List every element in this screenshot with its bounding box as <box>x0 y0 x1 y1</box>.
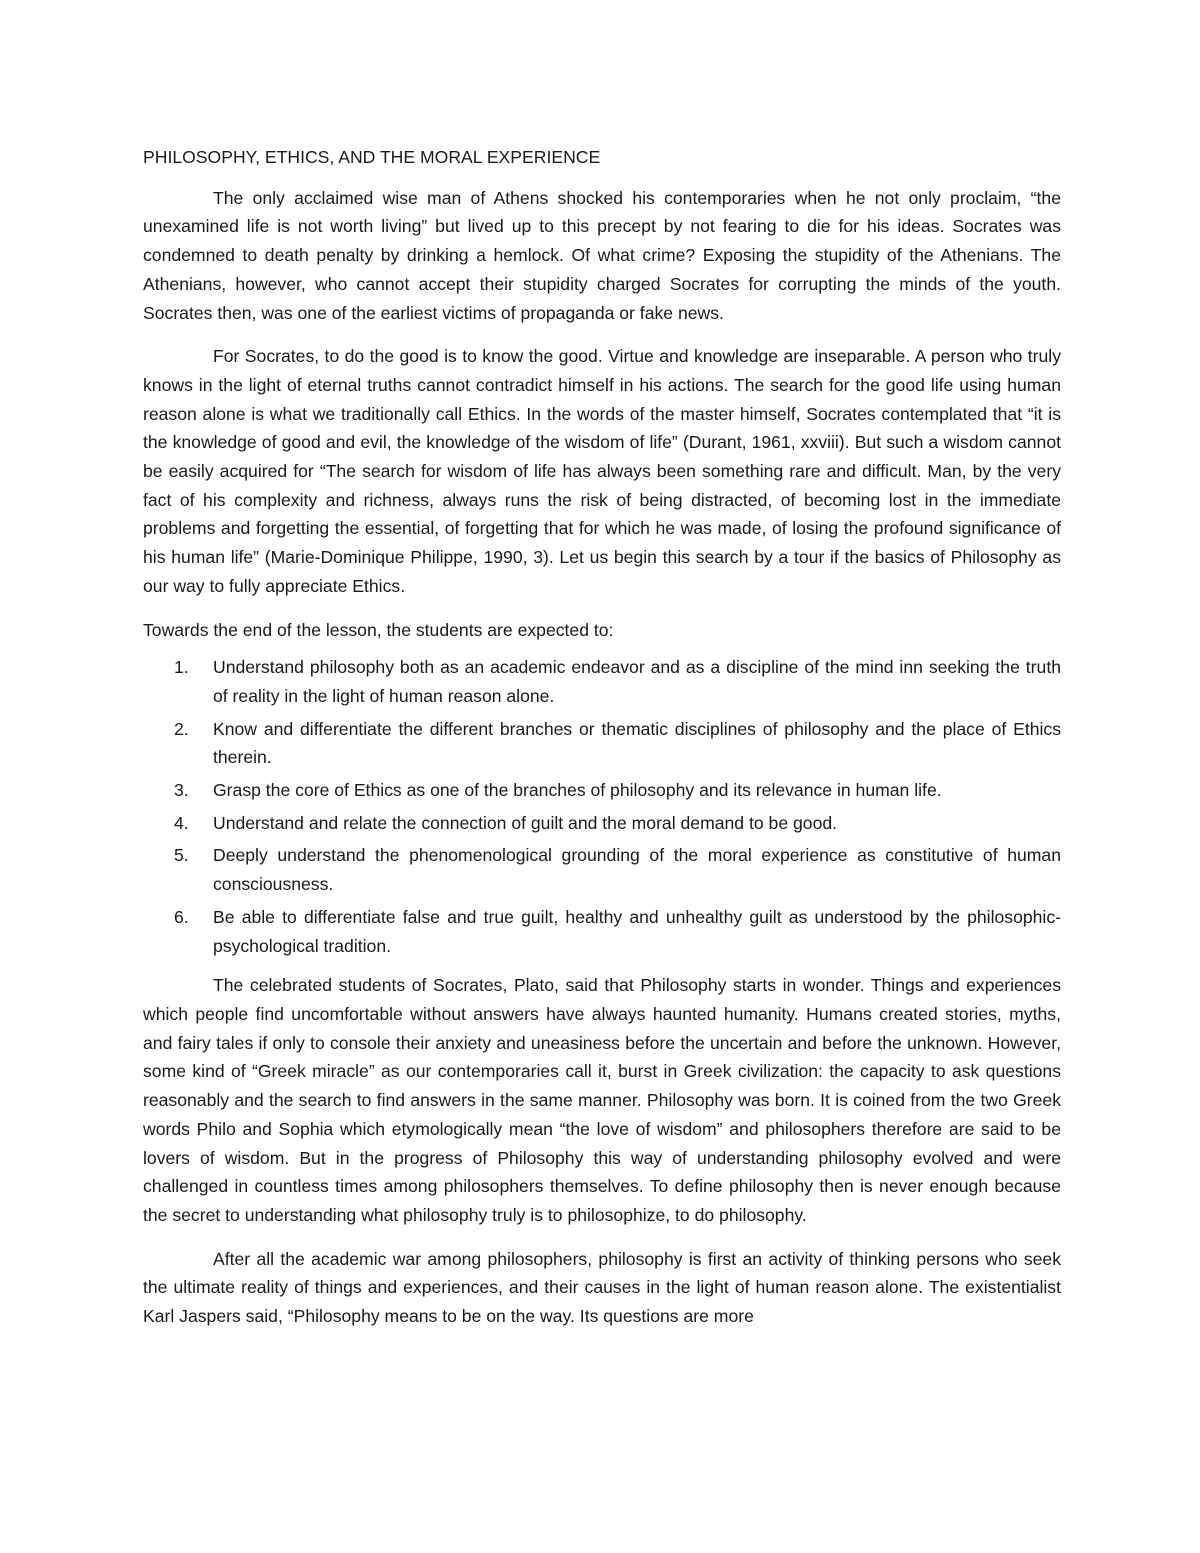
list-item-text: Be able to differentiate false and true guilt, healthy and unhealthy guilt as understood by the philosophic- psychological tradition. <box>213 906 1061 956</box>
paragraph-body-2: After all the academic war among philosophers, philosophy is first an activity of thinking persons who seek the ultimate reality of things and experiences, and their causes in the light of human reason alone. The existentialist Karl Jaspers said, “Philosophy means to be on the way. Its questions are more <box>143 1248 1061 1327</box>
list-item-text: Grasp the core of Ethics as one of the branches of philosophy and its relevance in human life. <box>213 780 942 801</box>
paragraph-intro-2: For Socrates, to do the good is to know the good. Virtue and knowledge are inseparable. A person who truly knows in the light of eternal truths cannot contradict himself in his actions. The search for the good life using human reason alone is what we traditionally call Ethics. In the words of the master himself, Socrates contemplated that “it is the knowledge of good and evil, the knowledge of the wisdom of life” (Durant, 1961, xxviii). But such a wisdom cannot be easily acquired for “The search for wisdom of life has always been something rare and difficult. Man, by the very fact of his complexity and richness, always runs the risk of being distracted, of becoming lost in the immediate problems and forgetting the essential, of forgetting that for which he was made, of losing the profound significance of his human life” (Marie-Dominique Philippe, 1990, 3). Let us begin this search by a tour if the basics of Philosophy as our way to fully appreciate Ethics. <box>143 346 1061 596</box>
list-item <box>143 903 1061 960</box>
list-item <box>143 653 1061 710</box>
list-item <box>143 776 1061 805</box>
objectives-intro: Towards the end of the lesson, the students are expected to: <box>143 619 614 640</box>
list-item-number: 4. <box>174 812 189 833</box>
list-item <box>143 715 1061 772</box>
paragraph-intro-1: The only acclaimed wise man of Athens shocked his contemporaries when he not only proclaim, “the unexamined life is not worth living” but lived up to this precept by not fearing to die for his ideas. Socrates was condemned to death penalty by drinking a hemlock. Of what crime? Exposing the stupidity of the Athenians. The Athenians, however, who cannot accept their stupidity charged Socrates for corrupting the minds of the youth. Socrates then, was one of the earliest victims of propaganda or fake news. <box>143 187 1061 323</box>
list-item-number: 3. <box>174 780 189 801</box>
list-item <box>143 809 1061 838</box>
list-item-number: 2. <box>174 718 189 739</box>
paragraph-body-1: The celebrated students of Socrates, Plato, said that Philosophy starts in wonder. Things and experiences which people find uncomfortable without answers have always haunted humanity. Humans created stories, myths, and fairy tales if only to console their anxiety and uneasiness before the uncertain and before the unknown. However, some kind of “Greek miracle” as our contemporaries call it, burst in Greek civilization: the capacity to ask questions reasonably and the search to find answers in the same manner. Philosophy was born. It is coined from the two Greek words Philo and Sophia which etymologically mean “the love of wisdom” and philosophers therefore are said to be lovers of wisdom. But in the progress of Philosophy this way of understanding philosophy evolved and were challenged in countless times among philosophers themselves. To define philosophy then is never enough because the secret to understanding what philosophy truly is to philosophize, to do philosophy. <box>143 975 1061 1225</box>
list-item-text: Know and differentiate the different branches or thematic disciplines of philosophy and the place of Ethics therein. <box>213 718 1061 768</box>
list-item-number: 1. <box>174 657 189 678</box>
list-item-text: Understand and relate the connection of guilt and the moral demand to be good. <box>213 812 838 833</box>
list-item-number: 6. <box>174 906 189 927</box>
list-item <box>143 841 1061 898</box>
document-page <box>143 143 1061 1346</box>
document-title: PHILOSOPHY, ETHICS, AND THE MORAL EXPERIENCE <box>143 147 601 167</box>
list-item-text: Understand philosophy both as an academic endeavor and as a discipline of the mind inn seeking the truth of reality in the light of human reason alone. <box>213 657 1061 706</box>
list-item-number: 5. <box>174 845 189 866</box>
list-item-text: Deeply understand the phenomenological grounding of the moral experience as constitutive of human consciousness. <box>213 845 1061 895</box>
objectives-list <box>143 653 1061 960</box>
